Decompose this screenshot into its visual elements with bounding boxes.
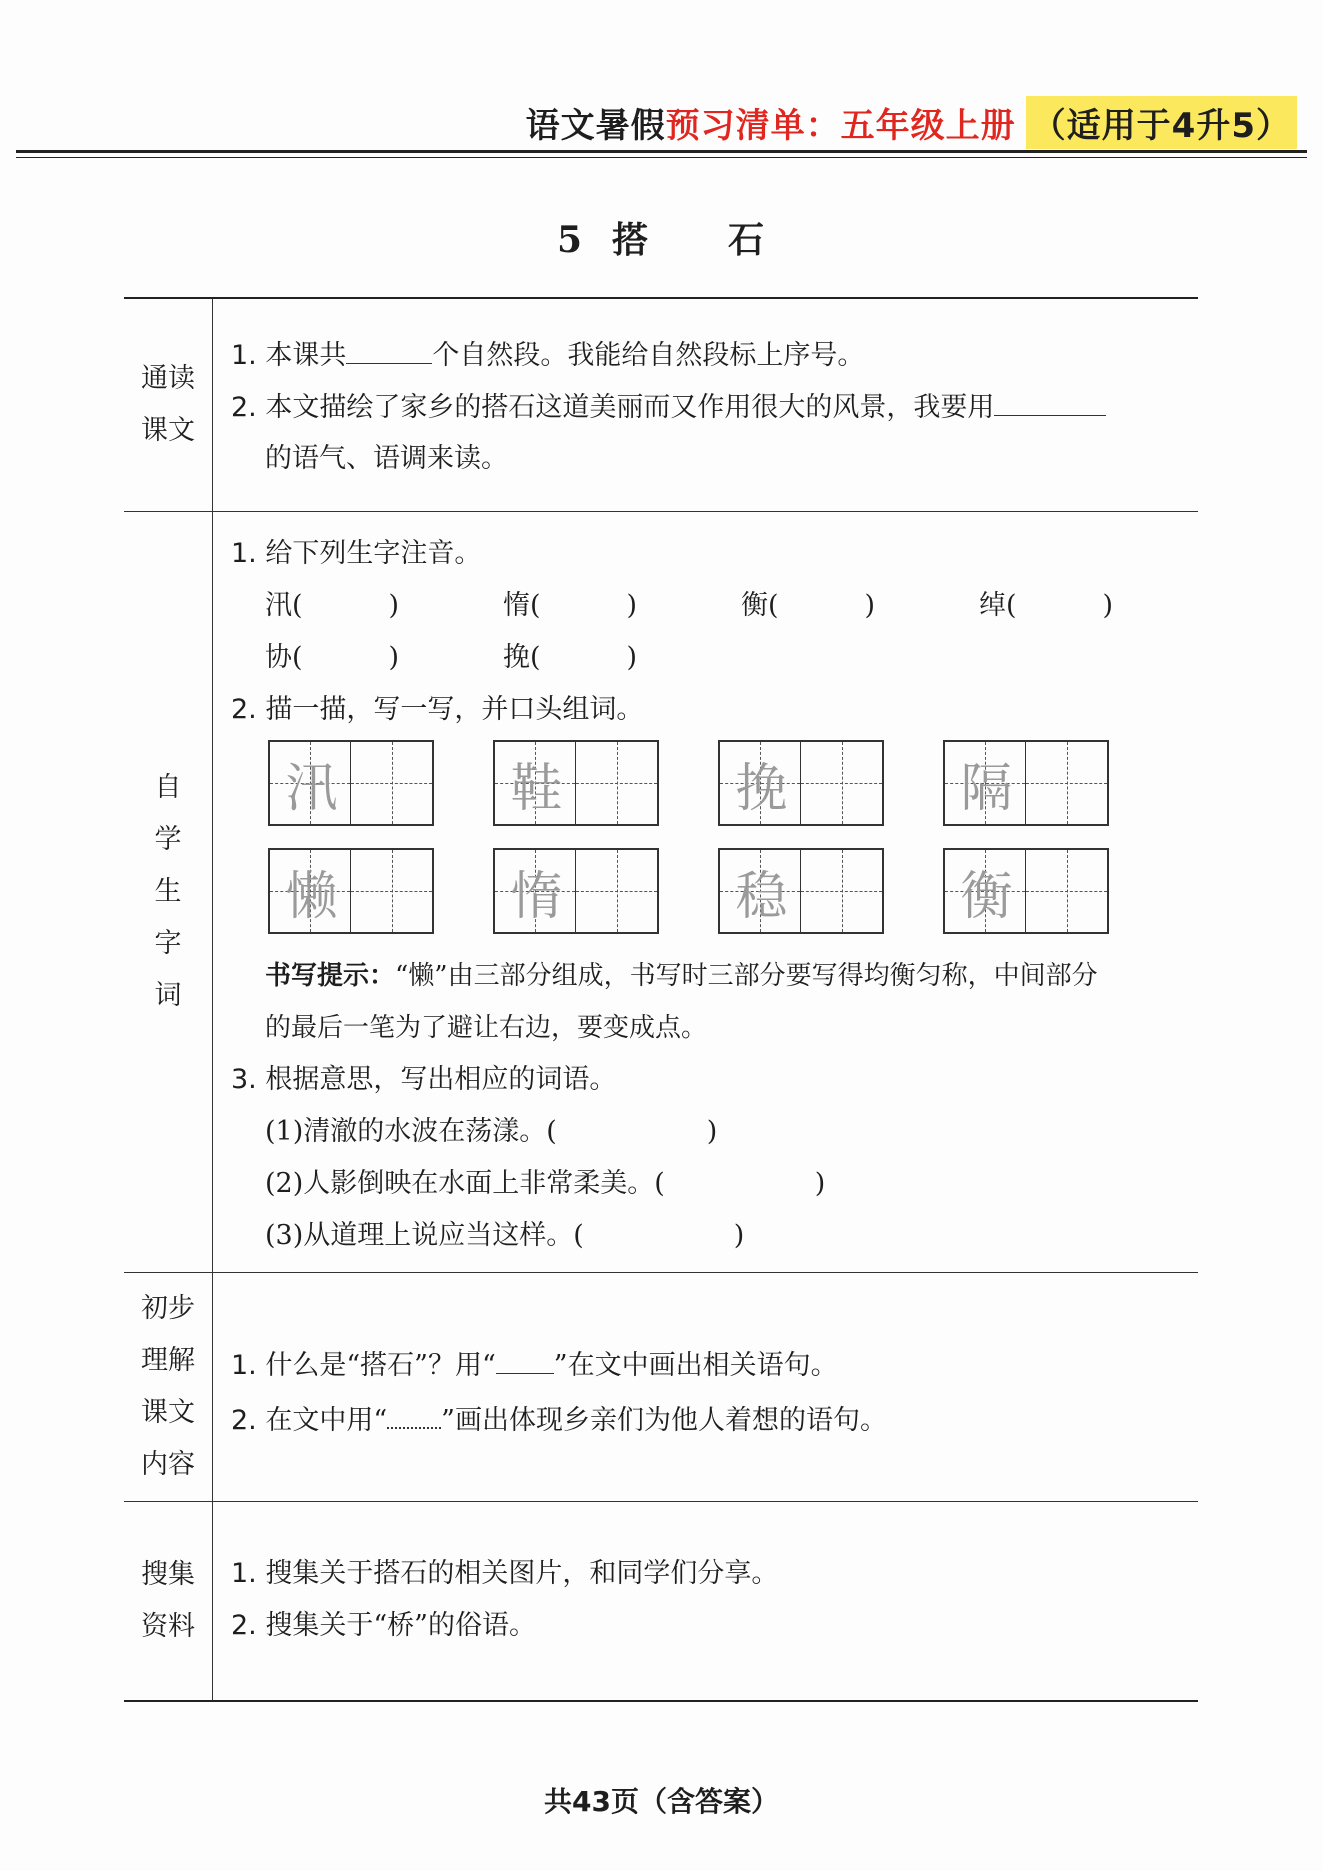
writing-grid[interactable] bbox=[493, 848, 659, 934]
answer-blank[interactable] bbox=[346, 335, 432, 364]
writing-grid[interactable] bbox=[493, 740, 659, 826]
question-1: 1. 搜集关于搭石的相关图片，和同学们分享。 bbox=[231, 1558, 779, 1589]
question-2-continued: 的语气、语调来读。 bbox=[265, 443, 508, 474]
wavy-line-icon bbox=[387, 1397, 441, 1429]
pinyin-item[interactable]: 衡( ) bbox=[741, 590, 876, 621]
pinyin-item[interactable]: 挽( ) bbox=[503, 642, 638, 673]
header-divider-thick bbox=[16, 150, 1307, 153]
question-3: 3. 根据意思，写出相应的词语。 bbox=[231, 1064, 617, 1095]
writing-grid[interactable] bbox=[268, 848, 434, 934]
section-read-text bbox=[124, 299, 1198, 512]
section-label: 自 学 生 字 词 bbox=[124, 512, 213, 1272]
writing-tip-continued: 的最后一笔为了避让右边，要变成点。 bbox=[265, 1013, 708, 1043]
pinyin-item[interactable]: 绰( ) bbox=[979, 590, 1114, 621]
section-label: 初步 理解 课文 内容 bbox=[124, 1273, 213, 1501]
trace-character: 懒 bbox=[285, 866, 338, 927]
header-title bbox=[526, 96, 1297, 149]
page-footer: 共43页（含答案） bbox=[544, 1785, 779, 1818]
question-2: 2. 在文中用“ ”画出体现乡亲们为他人着想的语句。 bbox=[231, 1397, 887, 1441]
question-2: 2. 描一描，写一写，并口头组词。 bbox=[231, 694, 644, 725]
lesson-title bbox=[0, 212, 1323, 263]
section-understand-text bbox=[124, 1273, 1198, 1502]
trace-character: 稳 bbox=[735, 866, 788, 927]
writing-tip: 书写提示：“懒”由三部分组成，书写时三部分要写得均衡匀称，中间部分 bbox=[265, 961, 1098, 991]
trace-character: 汛 bbox=[285, 758, 338, 819]
section-new-words bbox=[124, 512, 1198, 1273]
trace-character: 鞋 bbox=[510, 758, 563, 819]
question-3-item-3[interactable]: (3)从道理上说应当这样。( ) bbox=[265, 1220, 745, 1251]
lesson-number: 5 bbox=[556, 219, 585, 261]
header-title-part1: 语文暑假 bbox=[525, 106, 666, 146]
question-1: 1. 本课共 个自然段。我能给自然段标上序号。 bbox=[231, 335, 864, 376]
trace-character: 隔 bbox=[960, 758, 1013, 819]
trace-character: 衡 bbox=[960, 866, 1013, 927]
writing-grid[interactable] bbox=[943, 848, 1109, 934]
trace-character: 惰 bbox=[510, 866, 563, 927]
question-2: 2. 搜集关于“桥”的俗语。 bbox=[231, 1610, 536, 1641]
question-2: 2. 本文描绘了家乡的搭石这道美丽而又作用很大的风景，我要用 bbox=[231, 387, 1106, 428]
answer-blank[interactable] bbox=[994, 387, 1106, 416]
section-label: 搜集 资料 bbox=[124, 1502, 213, 1700]
pinyin-item[interactable]: 协( ) bbox=[265, 642, 400, 673]
question-1: 1. 给下列生字注音。 bbox=[231, 538, 482, 569]
header-title-part2: 预习清单：五年级上册 bbox=[665, 106, 1016, 146]
writing-grid[interactable] bbox=[718, 848, 884, 934]
writing-grid[interactable] bbox=[268, 740, 434, 826]
header-title-badge: （适用于4升5） bbox=[1026, 96, 1297, 149]
header-divider-thin bbox=[16, 157, 1307, 158]
worksheet-table bbox=[124, 297, 1198, 1702]
question-3-item-2[interactable]: (2)人影倒映在水面上非常柔美。( ) bbox=[265, 1168, 826, 1199]
pinyin-item[interactable]: 汛( ) bbox=[265, 590, 400, 621]
trace-character: 挽 bbox=[735, 758, 788, 819]
lesson-title-char-2: 石 bbox=[728, 219, 767, 261]
question-3-item-1[interactable]: (1)清澈的水波在荡漾。( ) bbox=[265, 1116, 718, 1147]
writing-grid[interactable] bbox=[943, 740, 1109, 826]
question-1: 1. 什么是“搭石”？用“ ”在文中画出相关语句。 bbox=[231, 1345, 838, 1386]
section-collect-info bbox=[124, 1502, 1198, 1700]
pinyin-item[interactable]: 惰( ) bbox=[503, 590, 638, 621]
section-label: 通读 课文 bbox=[124, 299, 213, 511]
lesson-title-char-1: 搭 bbox=[612, 219, 651, 261]
writing-grid[interactable] bbox=[718, 740, 884, 826]
